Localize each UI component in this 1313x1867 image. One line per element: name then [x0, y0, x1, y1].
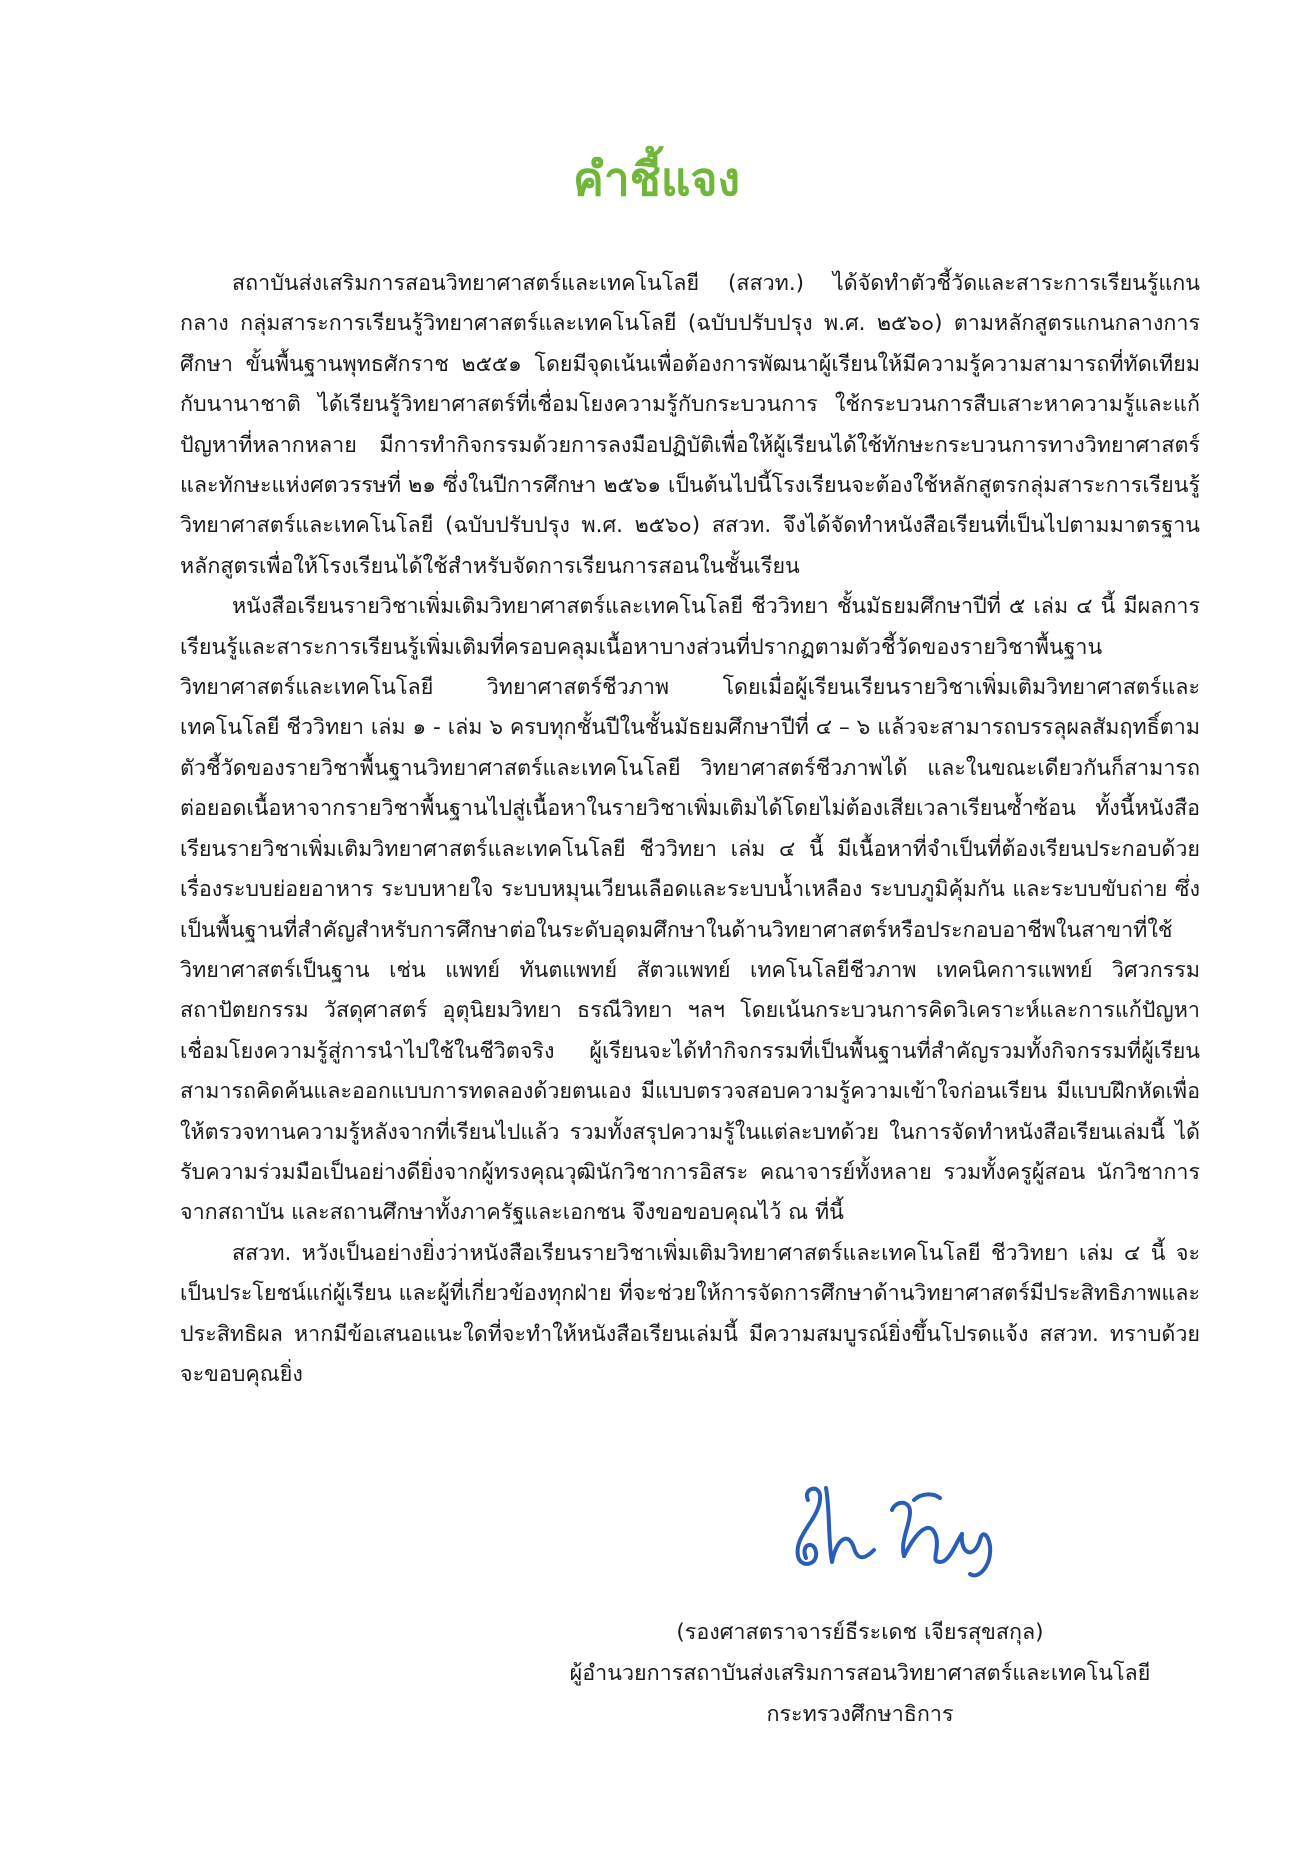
- paragraph-closing: สสวท. หวังเป็นอย่างยิ่งว่าหนังสือเรียนรายวิชาเพิ่มเติมวิทยาศาสตร์และเทคโนโลยี ชีววิทยา เล่ม ๔ นี้ จะเป็นประโยชน์แก่ผู้เรียน และผู้ที่เกี่ยวข้องทุกฝ่าย ที่จะช่วยให้การจัดการศึกษาด้านวิทยาศาสตร์มีประสิทธิภาพและประสิทธิผล หากมีข้อเสนอแนะใดที่จะทำให้หนังสือเรียนเล่มนี้ มีความสมบูรณ์ยิ่งขึ้นโปรดแจ้ง สสวท. ทราบด้วย จะขอบคุณยิ่ง: [180, 1240, 1200, 1387]
- paragraph-book-description: หนังสือเรียนรายวิชาเพิ่มเติมวิทยาศาสตร์และเทคโนโลยี ชีววิทยา ชั้นมัธยมศึกษาปีที่ ๕ เล่ม ๔ นี้ มีผลการเรียนรู้และสาระการเรียนรู้เพิ่มเติมที่ครอบคลุมเนื้อหาบางส่วนที่ปรากฏตามตัวชี้วัดของรายวิชาพื้นฐานวิทยาศาสตร์และเทคโนโลยี วิทยาศาสตร์ชีวภาพ โดยเมื่อผู้เรียนเรียนรายวิชาเพิ่มเติมวิทยาศาสตร์และเทคโนโลยี ชีววิทยา เล่ม ๑ - เล่ม ๖ ครบทุกชั้นปีในชั้นมัธยมศึกษาปีที่ ๔ – ๖ แล้วจะสามารถบรรลุผลสัมฤทธิ์ตามตัวชี้วัดของรายวิชาพื้นฐานวิทยาศาสตร์และเทคโนโลยี วิทยาศาสตร์ชีวภาพได้ และในขณะเดียวกันก็สามารถต่อยอดเนื้อหาจากรายวิชาพื้นฐานไปสู่เนื้อหาในรายวิชาเพิ่มเติมได้โดยไม่ต้องเสียเวลาเรียนซ้ำซ้อน ทั้งนี้หนังสือเรียนรายวิชาเพิ่มเติมวิทยาศาสตร์และเทคโนโลยี ชีววิทยา เล่ม ๔ นี้ มีเนื้อหาที่จำเป็นที่ต้องเรียนประกอบด้วยเรื่องระบบย่อยอาหาร ระบบหายใจ ระบบหมุนเวียนเลือดและระบบน้ำเหลือง ระบบภูมิคุ้มกัน และระบบขับถ่าย ซึ่งเป็นพื้นฐานที่สำคัญสำหรับการศึกษาต่อในระดับอุดมศึกษาในด้านวิทยาศาสตร์หรือประกอบอาชีพในสาขาที่ใช้วิทยาศาสตร์เป็นฐาน เช่น แพทย์ ทันตแพทย์ สัตวแพทย์ เทคโนโลยีชีวภาพ เทคนิคการแพทย์ วิศวกรรม สถาปัตยกรรม วัสดุศาสตร์ อุตุนิยมวิทยา ธรณีวิทยา ฯลฯ โดยเน้นกระบวนการคิดวิเคราะห์และการแก้ปัญหา เชื่อมโยงความรู้สู่การนำไปใช้ในชีวิตจริง ผู้เรียนจะได้ทำกิจกรรมที่เป็นพื้นฐานที่สำคัญรวมทั้งกิจกรรมที่ผู้เรียนสามารถคิดค้นและออกแบบการทดลองด้วยตนเอง มีแบบตรวจสอบความรู้ความเข้าใจก่อนเรียน มีแบบฝึกหัดเพื่อให้ตรวจทานความรู้หลังจากที่เรียนไปแล้ว รวมทั้งสรุปความรู้ในแต่ละบทด้วย ในการจัดทำหนังสือเรียนเล่มนี้ ได้รับความร่วมมือเป็นอย่างดียิ่งจากผู้ทรงคุณวุฒินักวิชาการอิสระ คณาจารย์ทั้งหลาย รวมทั้งครูผู้สอน นักวิชาการ จากสถาบัน และสถานศึกษาทั้งภาครัฐและเอกชน จึงขอขอบคุณไว้ ณ ที่นี้: [180, 594, 1200, 1226]
- body-text: [180, 264, 1200, 1395]
- signature-block: [520, 1612, 1200, 1735]
- page-title: คำชี้แจง: [573, 152, 740, 206]
- signature-strokes: [798, 1488, 991, 1575]
- paragraph-intro: สถาบันส่งเสริมการสอนวิทยาศาสตร์และเทคโนโลยี (สสวท.) ได้จัดทำตัวชี้วัดและสาระการเรียนรู้แกนกลาง กลุ่มสาระการเรียนรู้วิทยาศาสตร์และเทคโนโลยี (ฉบับปรับปรุง พ.ศ. ๒๕๖๐) ตามหลักสูตรแกนกลางการศึกษา ขั้นพื้นฐานพุทธศักราช ๒๕๕๑ โดยมีจุดเน้นเพื่อต้องการพัฒนาผู้เรียนให้มีความรู้ความสามารถที่ทัดเทียมกับนานาชาติ ได้เรียนรู้วิทยาศาสตร์ที่เชื่อมโยงความรู้กับกระบวนการ ใช้กระบวนการสืบเสาะหาความรู้และแก้ปัญหาที่หลากหลาย มีการทำกิจกรรมด้วยการลงมือปฏิบัติเพื่อให้ผู้เรียนได้ใช้ทักษะกระบวนการทางวิทยาศาสตร์และทักษะแห่งศตวรรษที่ ๒๑ ซึ่งในปีการศึกษา ๒๕๖๑ เป็นต้นไปนี้โรงเรียนจะต้องใช้หลักสูตรกลุ่มสาระการเรียนรู้วิทยาศาสตร์และเทคโนโลยี (ฉบับปรับปรุง พ.ศ. ๒๕๖๐) สสวท. จึงได้จัดทำหนังสือเรียนที่เป็นไปตามมาตรฐานหลักสูตรเพื่อให้โรงเรียนได้ใช้สำหรับจัดการเรียนการสอนในชั้นเรียน: [180, 271, 1200, 579]
- signatory-position: ผู้อำนวยการสถาบันส่งเสริมการสอนวิทยาศาสตร์และเทคโนโลยี: [569, 1661, 1151, 1686]
- handwritten-signature: [770, 1470, 1020, 1590]
- signatory-organization: กระทรวงศึกษาธิการ: [766, 1702, 954, 1727]
- signatory-name: (รองศาสตราจารย์ธีระเดช เจียรสุขสกุล): [676, 1620, 1044, 1645]
